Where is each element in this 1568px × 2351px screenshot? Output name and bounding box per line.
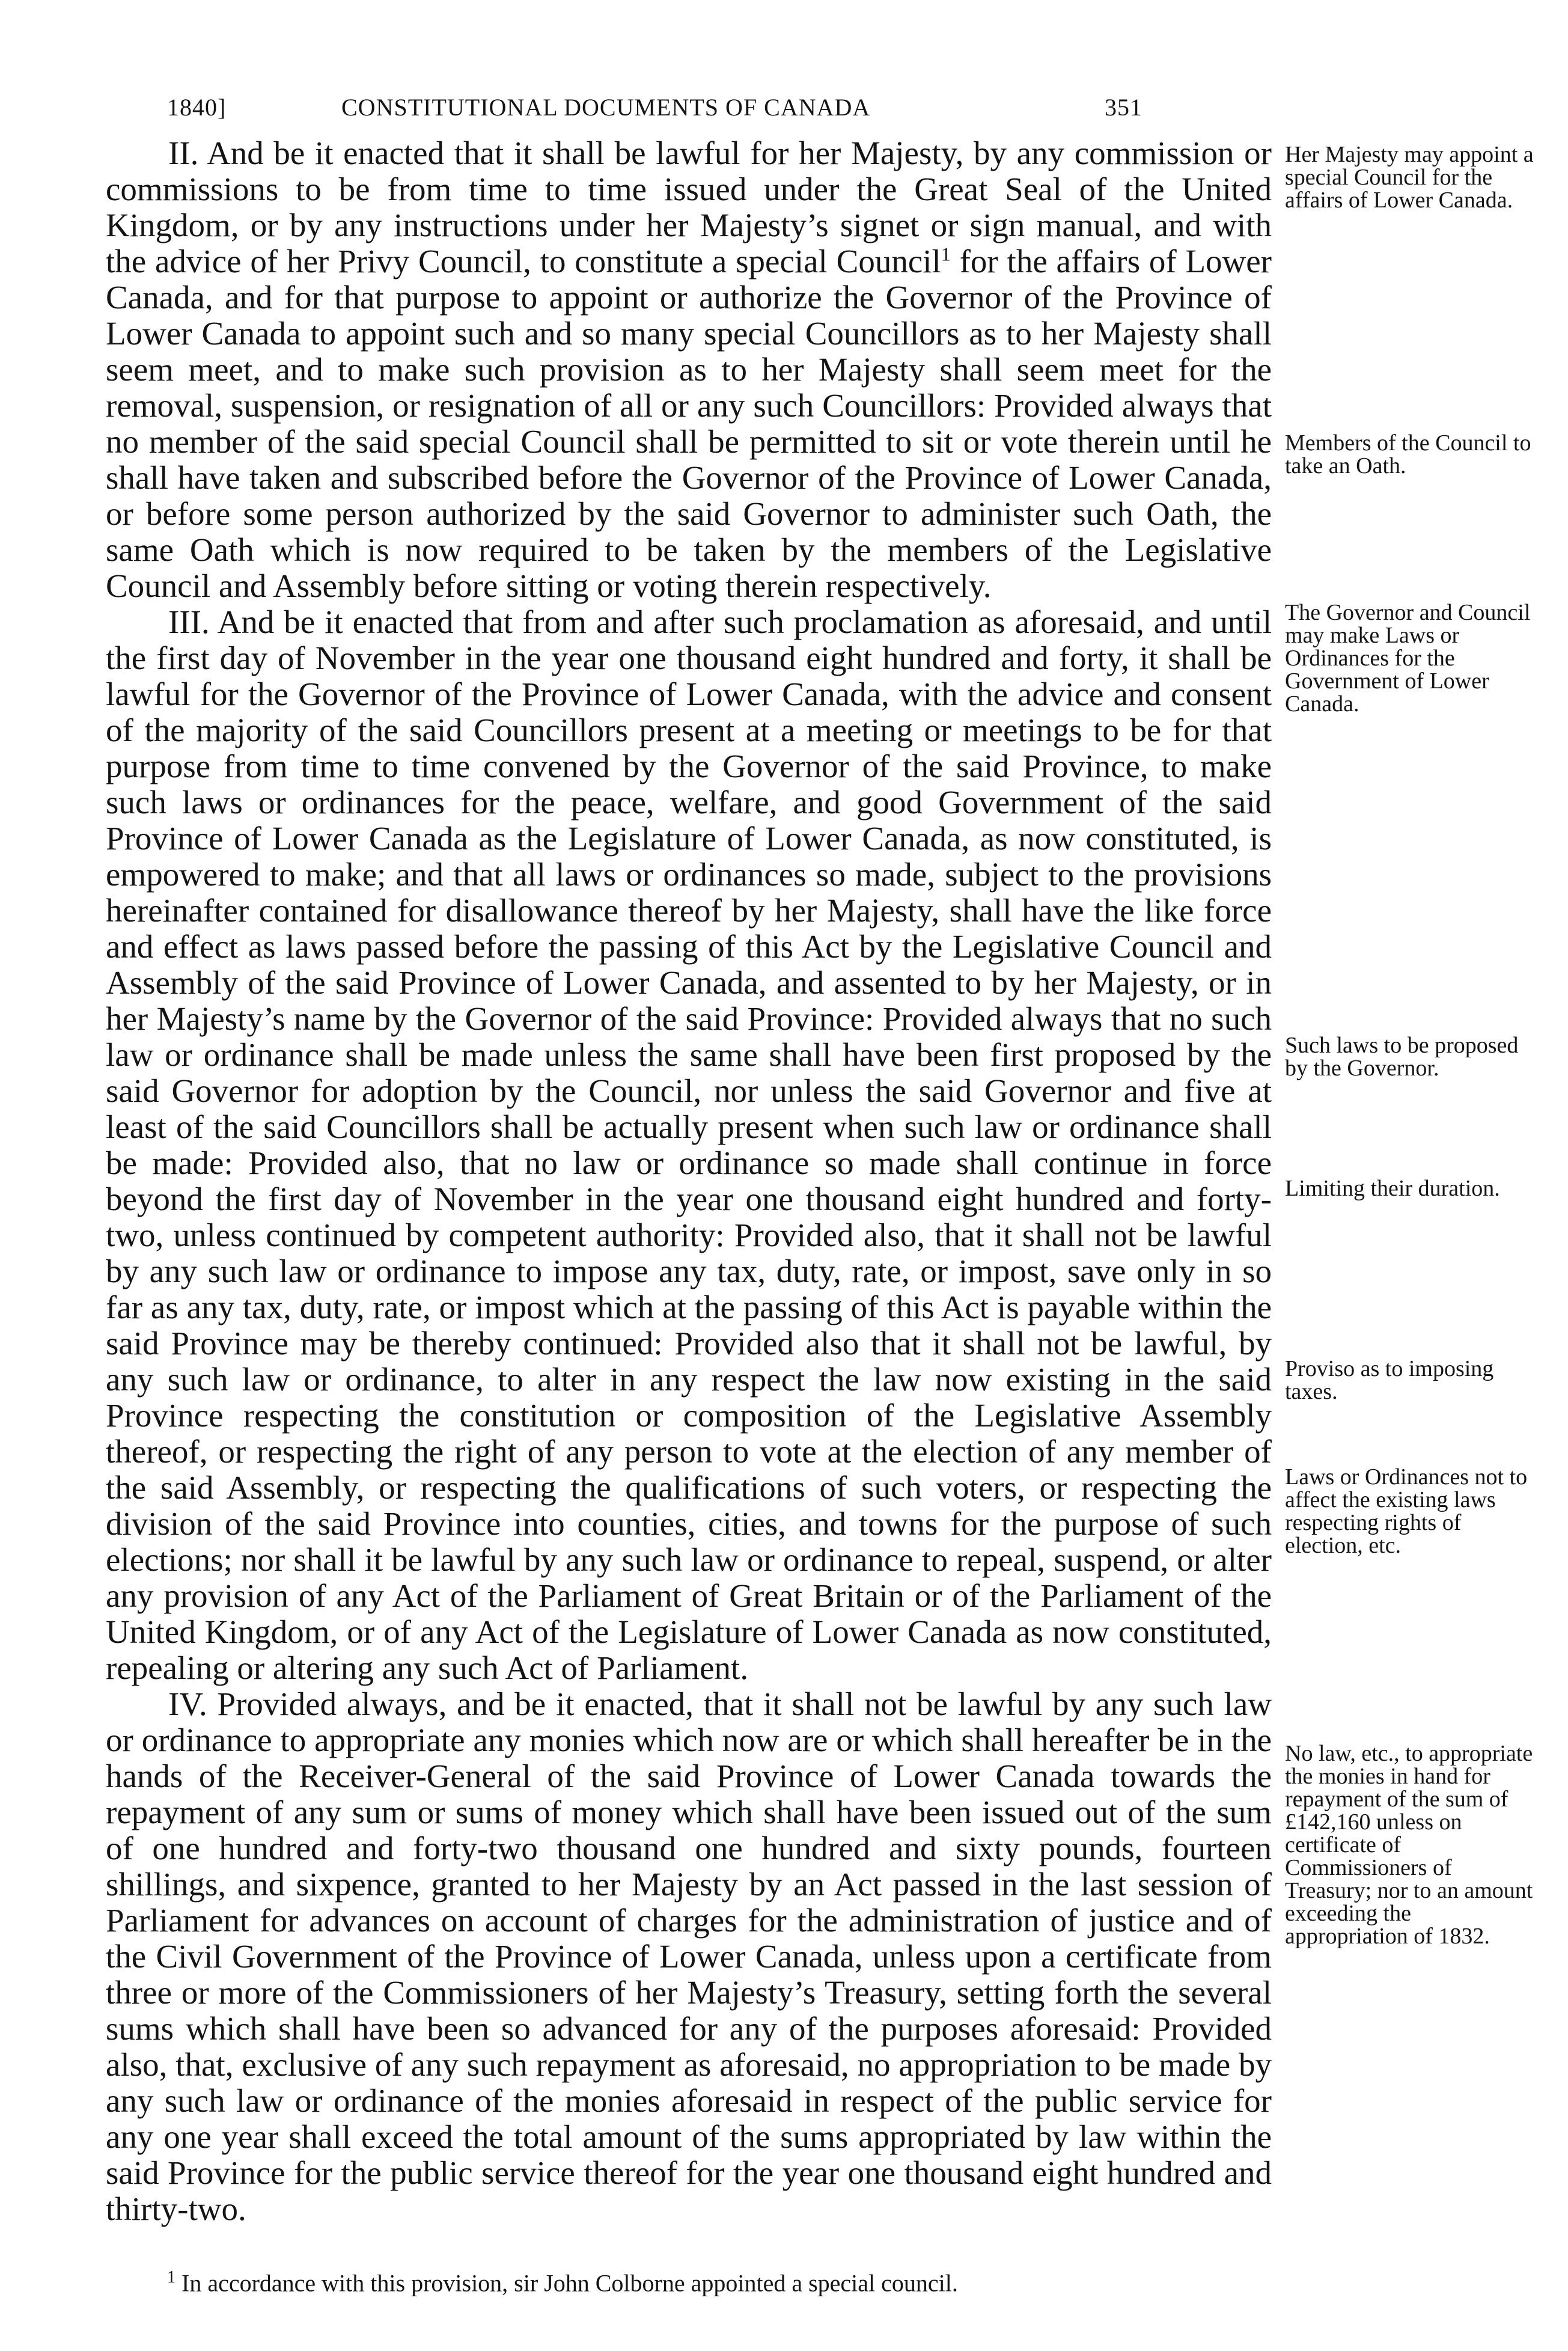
- section-text: Provided always, and be it enacted, that it shall not be lawful by any such law or ordinance to appropriate any monies which now are or which shall hereafter be in the hands of the Receiver-General of the said Province of Lower Canada towards the repayment of any sum or sums of money which shall have been issued out of the sum of one hundred and forty-two thousand one hundred and sixty pounds, fourteen shillings, and sixpence, granted to her Majesty by an Act passed in the last session of Parliament for advances on account of charges for the administration of justice and of the Civil Government of the Province of Lower Canada, unless upon a certificate from three or more of the Commissioners of her Majesty’s Treasury, setting forth the several sums which shall have been so advanced for any of the purposes aforesaid: Provided also, that, exclusive of any such repayment as aforesaid, no appropriation to be made by any such law or ordinance of the monies aforesaid in respect of the public service for any one year shall exceed the total amount of the sums appropriated by law within the said Province for the public service thereof for the year one thousand eight hundred and thirty-two.: [106, 1686, 1272, 2227]
- margin-note-taxes: Proviso as to imposing taxes.: [1285, 1356, 1494, 1404]
- margin-note-duration: Limiting their duration.: [1285, 1176, 1500, 1201]
- footnote-marker: 1: [167, 2268, 175, 2287]
- section-text-continued: for the affairs of Lower Canada, and for that purpose to appoint or authorize the Governor of the Province of Lower Canada to appoint such and so many special Councillors as to her Majesty shall seem meet, and to make such provision as to her Majesty shall seem meet for the removal, suspension, or resignation of all or any such Councillors: Provided always that no member of the said special Council shall be permitted to sit or vote therein until he shall have taken and subscribed before the Governor of the Province of Lower Canada, or before some person authorized by the said Governor to administer such Oath, the same Oath which is now required to be taken by the members of the Legislative Council and Assembly before sitting or voting therein respectively.: [106, 243, 1272, 604]
- margin-note-proposed-by-governor: Such laws to be proposed by the Governor.: [1285, 1033, 1519, 1081]
- section-ii: [106, 135, 1272, 604]
- margin-note-election-rights: Laws or Ordinances not to affect the existing laws respecting rights of election, etc.: [1285, 1464, 1528, 1558]
- section-iv: [106, 1686, 1272, 2227]
- footnote: [167, 2263, 1273, 2297]
- section-text: And be it enacted that it shall be lawful for her Majesty, by any commission or commissions to be from time to time issued under the Great Seal of the United Kingdom, or by any instructions under her Majesty’s signet or sign manual, and with the advice of her Privy Council, to constitute a special Council: [106, 135, 1272, 280]
- margin-note-oath: Members of the Council to take an Oath.: [1285, 430, 1531, 478]
- margin-note-laws-ordinances: The Governor and Council may make Laws or Ordinances for the Government of Lower Canada.: [1285, 600, 1531, 717]
- header-title: CONSTITUTIONAL DOCUMENTS OF CANADA: [341, 94, 871, 121]
- section-number: IV.: [168, 1686, 207, 1722]
- margin-note-appropriation: No law, etc., to appropriate the monies in hand for repayment of the sum of £142,160 unless on certificate of Commissioners of Treasury; nor to an amount exceeding the appropriation of 1832.: [1285, 1741, 1533, 1949]
- header-year: 1840]: [167, 94, 227, 121]
- margin-note-special-council: Her Majesty may appoint a special Council for the affairs of Lower Canada.: [1285, 142, 1534, 213]
- running-header: [167, 93, 1303, 129]
- page-number: 351: [1105, 94, 1142, 121]
- section-iii: [106, 604, 1272, 1686]
- footnote-reference[interactable]: 1: [941, 243, 951, 265]
- section-text: And be it enacted that from and after such proclamation as aforesaid, and until the first day of November in the year one thousand eight hundred and forty, it shall be lawful for the Governor of the Province of Lower Canada, with the advice and consent of the majority of the said Councillors present at a meeting or meetings to be for that purpose from time to time convened by the Governor of the said Province, to make such laws or ordinances for the peace, welfare, and good Government of the said Province of Lower Canada as the Legislature of Lower Canada, as now constituted, is empowered to make; and that all laws or ordinances so made, subject to the provisions hereinafter contained for disallowance thereof by her Majesty, shall have the like force and effect as laws passed before the passing of this Act by the Legislative Council and Assembly of the said Province of Lower Canada, and assented to by her Majesty, or in her Majesty’s name by the Governor of the said Province: Provided always that no such law or ordinance shall be made unless the same shall have been first proposed by the said Governor for adoption by the Council, nor unless the said Governor and five at least of the said Councillors shall be actually present when such law or ordinance shall be made: Provided also, that no law or ordinance so made shall continue in force beyond the first day of November in the year one thousand eight hundred and forty-two, unless continued by competent authority: Provided also, that it shall not be lawful by any such law or ordinance to impose any tax, duty, rate, or impost, save only in so far as any tax, duty, rate, or impost which at the passing of this Act is payable within the said Province may be thereby continued: Provided also that it shall not be lawful, by any such law or ordinance, to alter in any respect the law now existing in the said Province respecting the constitution or composition of the Legislative Assembly thereof, or respecting the right of any person to vote at the election of any member of the said Assembly, or respecting the qualifications of such voters, or respecting the division of the said Province into counties, cities, and towns for the purpose of such elections; nor shall it be lawful by any such law or ordinance to repeal, suspend, or alter any provision of any Act of the Parliament of Great Britain or of the Parliament of the United Kingdom, or of any Act of the Legislature of Lower Canada as now constituted, repealing or altering any such Act of Parliament.: [106, 604, 1272, 1686]
- section-number: III.: [168, 604, 210, 640]
- footnote-text: In accordance with this provision, sir John Colborne appointed a special council.: [175, 2269, 958, 2297]
- main-text: [106, 135, 1272, 2227]
- section-number: II.: [168, 135, 199, 171]
